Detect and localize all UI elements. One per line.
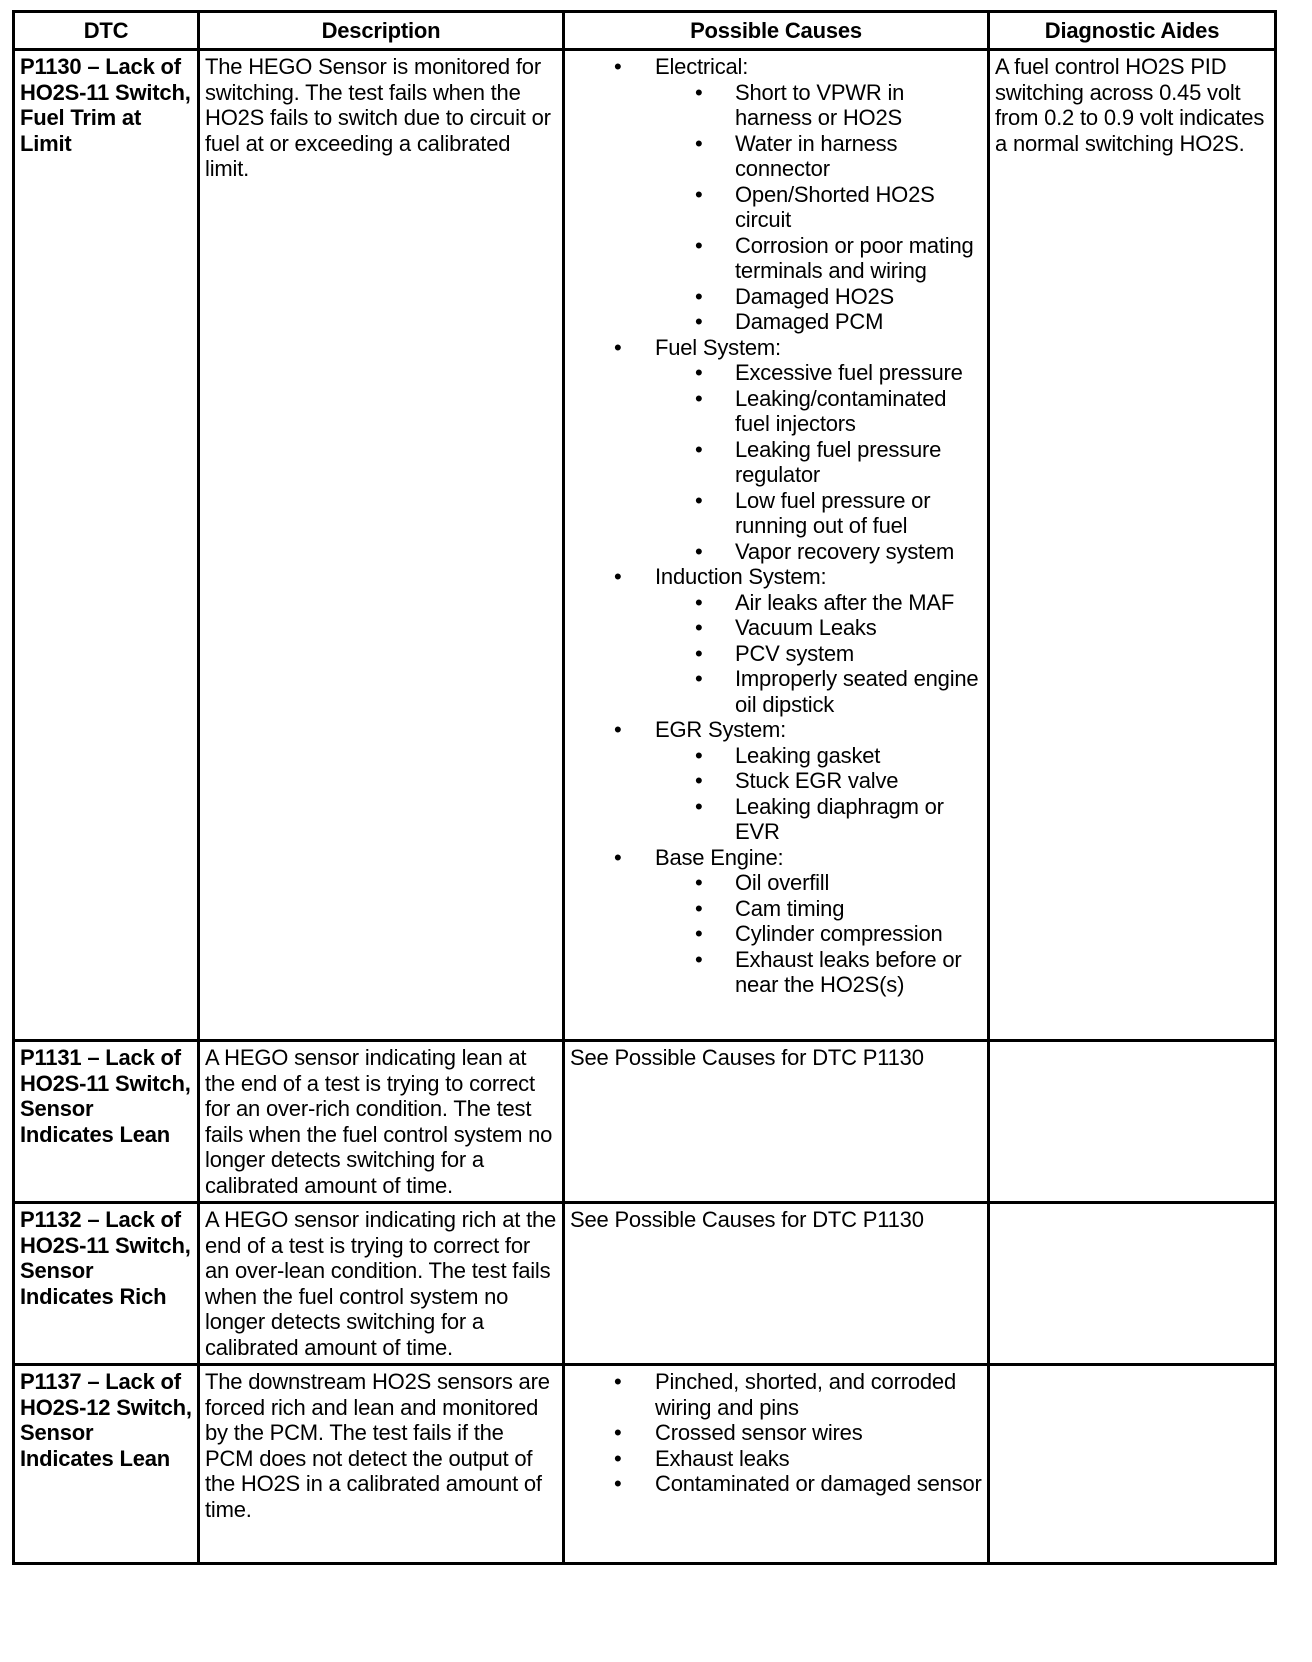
cause-group <box>570 845 982 998</box>
cause-group <box>570 335 982 565</box>
header-dtc: DTC <box>14 12 199 50</box>
cause-item: • Corrosion or poor mating terminals and wiring <box>655 233 982 284</box>
cause-item: • Oil overfill <box>655 870 982 896</box>
possible-causes <box>564 50 989 1041</box>
possible-causes: See Possible Causes for DTC P1130 <box>564 1203 989 1365</box>
cause-item: • Excessive fuel pressure <box>655 360 982 386</box>
cause-list <box>570 1369 982 1497</box>
dtc-table <box>12 10 1277 1565</box>
cause-item: • Short to VPWR in harness or HO2S <box>655 80 982 131</box>
dtc-code: P1131 – Lack of HO2S-11 Switch, Sensor Indicates Lean <box>14 1041 199 1203</box>
possible-causes <box>564 1365 989 1564</box>
possible-causes: See Possible Causes for DTC P1130 <box>564 1041 989 1203</box>
cause-item: • Air leaks after the MAF <box>655 590 982 616</box>
cause-item: • Leaking diaphragm or EVR <box>655 794 982 845</box>
header-possible-causes: Possible Causes <box>564 12 989 50</box>
header-description: Description <box>199 12 564 50</box>
dtc-description: A HEGO sensor indicating lean at the end of a test is trying to correct for an over-rich condition. The test fails when the fuel control system no longer detects switching for a calibrated amount of time. <box>199 1041 564 1203</box>
diagnostic-aides: A fuel control HO2S PID switching across 0.45 volt from 0.2 to 0.9 volt indicates a normal switching HO2S. <box>989 50 1276 1041</box>
cause-item: • Cam timing <box>655 896 982 922</box>
dtc-description: The downstream HO2S sensors are forced rich and lean and monitored by the PCM. The test fails if the PCM does not detect the output of the HO2S in a calibrated amount of time. <box>199 1365 564 1564</box>
dtc-description: The HEGO Sensor is monitored for switching. The test fails when the HO2S fails to switch due to circuit or fuel at or exceeding a calibrated limit. <box>199 50 564 1041</box>
cause-item: • Leaking/contaminated fuel injectors <box>655 386 982 437</box>
cause-item: • Leaking gasket <box>655 743 982 769</box>
cause-group-title: Induction System: <box>655 564 827 589</box>
table-row <box>14 1203 1276 1365</box>
cause-item: • Exhaust leaks <box>570 1446 982 1472</box>
dtc-code: P1132 – Lack of HO2S-11 Switch, Sensor Indicates Rich <box>14 1203 199 1365</box>
table-row <box>14 1365 1276 1564</box>
cause-groups <box>570 54 982 998</box>
cause-item: • Open/Shorted HO2S circuit <box>655 182 982 233</box>
cause-group <box>570 717 982 845</box>
cause-group-title: Fuel System: <box>655 334 781 360</box>
cause-item: • Water in harness connector <box>655 131 982 182</box>
cause-item: • Damaged HO2S <box>655 284 982 310</box>
dtc-code: P1130 – Lack of HO2S-11 Switch, Fuel Trim at Limit <box>14 50 199 1041</box>
cause-group <box>570 54 982 335</box>
cause-group <box>570 564 982 717</box>
cause-item: • Leaking fuel pressure regulator <box>655 437 982 488</box>
dtc-description: A HEGO sensor indicating rich at the end of a test is trying to correct for an over-lean condition. The test fails when the fuel control system no longer detects switching for a calibrated amount of time. <box>199 1203 564 1365</box>
header-diagnostic-aides: Diagnostic Aides <box>989 12 1276 50</box>
cause-item: • Low fuel pressure or running out of fuel <box>655 488 982 539</box>
cause-item: • Stuck EGR valve <box>655 768 982 794</box>
cause-item: • Contaminated or damaged sensor <box>570 1471 982 1497</box>
cause-group-title: EGR System: <box>655 717 787 742</box>
table-row <box>14 50 1276 1041</box>
diagnostic-aides <box>989 1203 1276 1365</box>
cause-item: • PCV system <box>655 641 982 667</box>
cause-item: • Crossed sensor wires <box>570 1420 982 1446</box>
cause-group-title: Electrical: <box>655 54 749 79</box>
cause-item: • Exhaust leaks before or near the HO2S(s) <box>655 947 982 998</box>
cause-item: • Damaged PCM <box>655 309 982 335</box>
table-row <box>14 1041 1276 1203</box>
diagnostic-aides <box>989 1041 1276 1203</box>
cause-item: • Vapor recovery system <box>655 539 982 565</box>
dtc-code: P1137 – Lack of HO2S-12 Switch, Sensor Indicates Lean <box>14 1365 199 1564</box>
cause-group-title: Base Engine: <box>655 844 784 870</box>
header-row <box>14 12 1276 50</box>
cause-item: • Improperly seated engine oil dipstick <box>655 666 982 717</box>
cause-item: • Vacuum Leaks <box>655 615 982 641</box>
cause-item: • Cylinder compression <box>655 921 982 947</box>
cause-item: • Pinched, shorted, and corroded wiring and pins <box>570 1369 982 1420</box>
diagnostic-aides <box>989 1365 1276 1564</box>
